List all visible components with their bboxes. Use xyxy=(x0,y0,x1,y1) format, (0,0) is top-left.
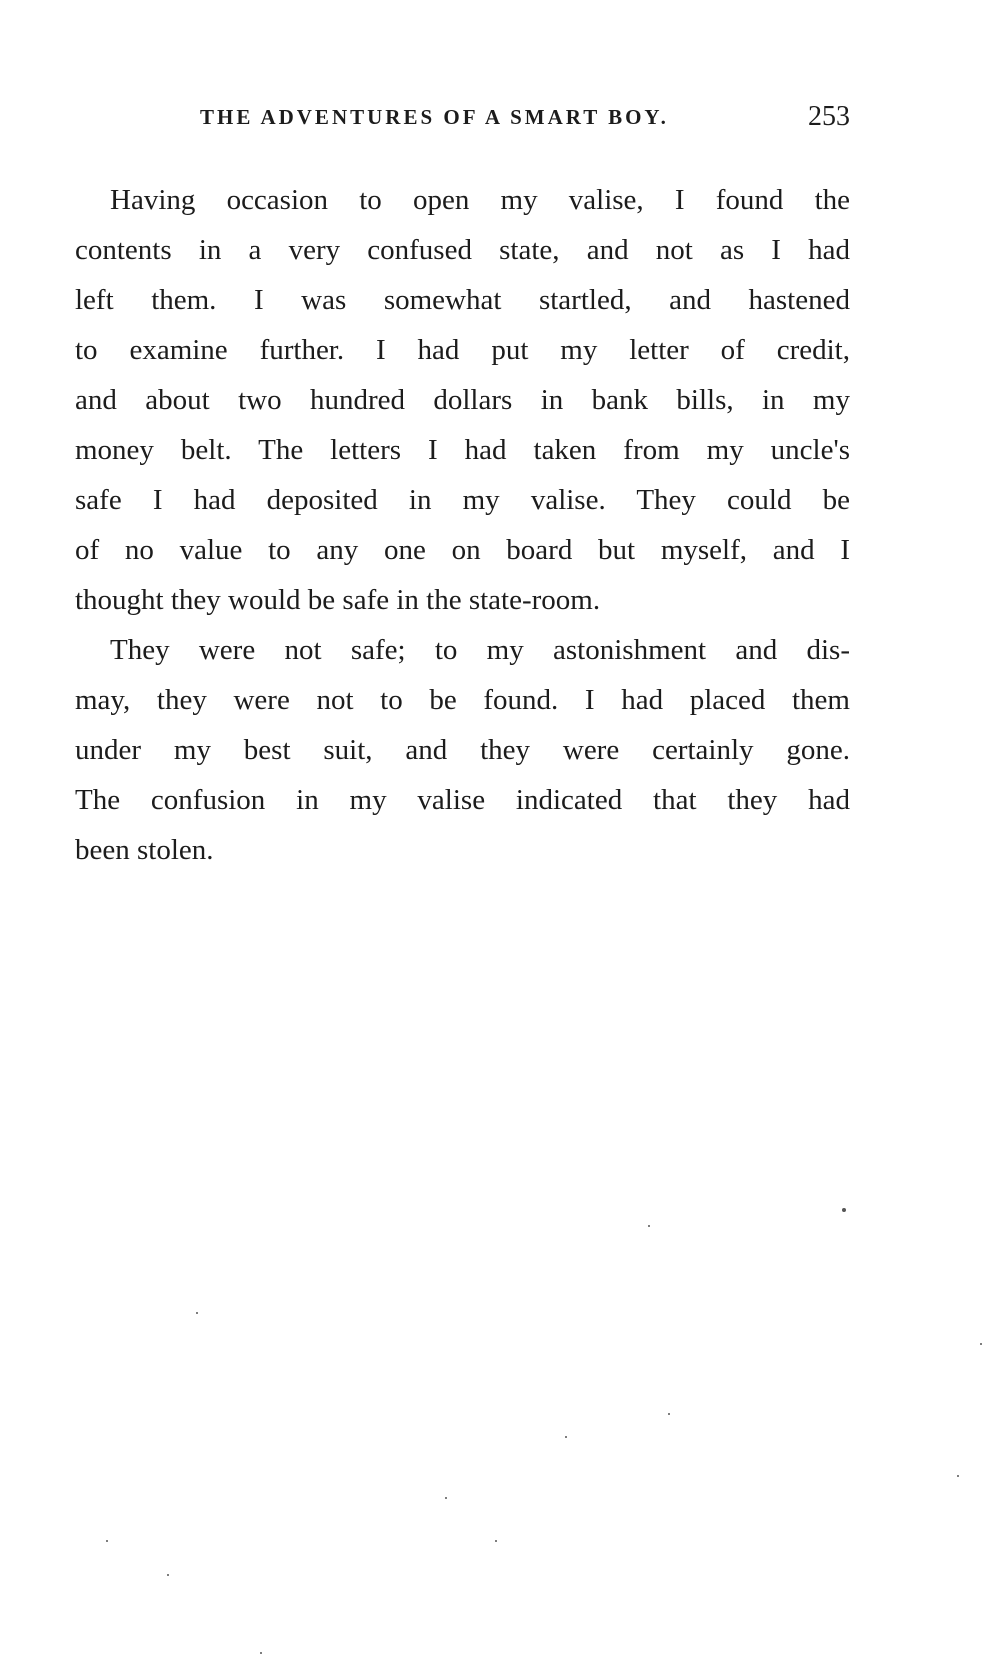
scan-speck xyxy=(260,1652,262,1654)
scan-speck xyxy=(196,1312,198,1314)
scan-speck xyxy=(668,1413,670,1415)
scan-speck xyxy=(495,1540,497,1542)
text-line: The confusion in my valise indicated that they had xyxy=(75,784,850,816)
text-line: Having occasion to open my valise, I found the xyxy=(110,184,850,216)
running-head xyxy=(70,101,850,135)
scan-speck xyxy=(565,1436,567,1438)
paragraph-1 xyxy=(75,175,850,625)
scan-speck xyxy=(842,1208,846,1212)
running-title: THE ADVENTURES OF A SMART BOY. xyxy=(200,105,669,129)
text-line: contents in a very confused state, and not as I had xyxy=(75,234,850,266)
scan-speck xyxy=(648,1225,650,1227)
text-line: thought they would be safe in the state-room. xyxy=(75,584,601,616)
text-line: and about two hundred dollars in bank bills, in my xyxy=(75,384,850,416)
page-number: 253 xyxy=(808,101,850,132)
scan-speck xyxy=(445,1497,447,1499)
scan-speck xyxy=(106,1540,108,1542)
scan-speck xyxy=(957,1475,959,1477)
text-line: been stolen. xyxy=(75,834,214,866)
text-line: of no value to any one on board but myself, and I xyxy=(75,534,850,566)
scan-speck xyxy=(980,1343,982,1345)
text-line: money belt. The letters I had taken from my uncle's xyxy=(75,434,850,466)
text-line: may, they were not to be found. I had placed them xyxy=(75,684,850,716)
body-text xyxy=(75,175,850,875)
scan-speck xyxy=(167,1574,169,1576)
text-line: under my best suit, and they were certainly gone. xyxy=(75,734,850,766)
paragraph-2 xyxy=(75,625,850,875)
text-line: safe I had deposited in my valise. They could be xyxy=(75,484,850,516)
text-line: to examine further. I had put my letter of credit, xyxy=(75,334,850,366)
text-line: They were not safe; to my astonishment and dis- xyxy=(110,634,850,666)
text-line: left them. I was somewhat startled, and hastened xyxy=(75,284,850,316)
